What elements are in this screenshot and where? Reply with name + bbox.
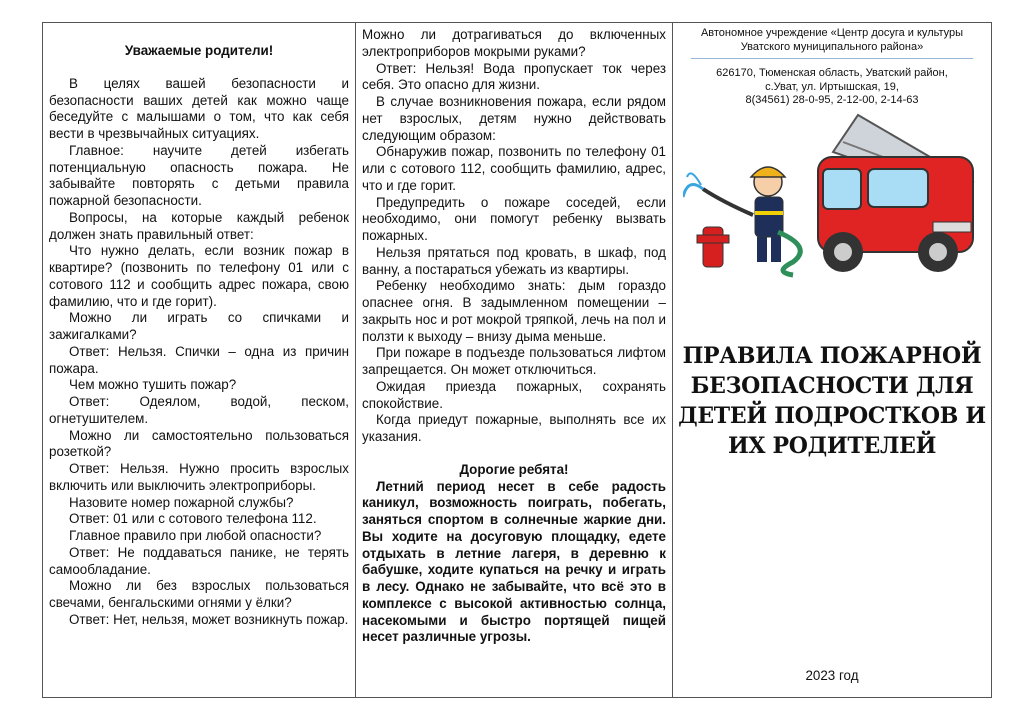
paragraph: Можно ли без взрослых пользоваться свечами, бенгальскими огнями у ёлки? [49,578,349,610]
paragraph: Можно ли играть со спичками и зажигалками? [49,310,349,342]
paragraph: Предупредить о пожаре соседей, если необходимо, они помогут ребенку вызвать пожарных. [362,194,666,243]
address [681,67,983,108]
fire-hydrant-icon [697,227,729,267]
brochure-title: ПРАВИЛА ПОЖАРНОЙ БЕЗОПАСНОСТИ ДЛЯ ДЕТЕЙ ПОДРОСТКОВ И ИХ РОДИТЕЛЕЙ [678,343,986,459]
address-line: с.Уват, ул. Иртышская, 19, [765,80,899,93]
paragraph: Ответ: Нельзя. Спички – одна из причин пожара. [49,343,349,376]
paragraph: Ребенку необходимо знать: дым гораздо опаснее огня. В задымленном помещении – закрыть нос и рот мокрой тряпкой, лечь на пол и ползти к выходу – внизу дыма меньше. [362,278,666,344]
left-column [43,23,356,697]
paragraph: Ответ: 01 или с сотового телефона 112. [69,511,317,527]
paragraph: В целях вашей безопасности и безопасности ваших детей как можно чаще беседуйте с малышами о том, что как себя вести в чрезвычайных ситуациях. [49,75,349,141]
paragraph: Ответ: Нет, нельзя, может возникнуть пожар. [69,611,349,627]
paragraph: Главное правило при любой опасности? [69,528,322,543]
org-line: Уватского муниципального района» [740,40,924,53]
paragraph: Нельзя прятаться под кровать, в шкаф, под ванну, а постараться убежать из квартиры. [362,244,666,277]
paragraph: Ответ: Нельзя! Вода пропускает ток через себя. Это опасно для жизни. [362,60,666,93]
summer-warning-text: Летний период несет в себе радость каникул, возможность поиграть, побегать, заняться спортом в солнечные жаркие дни. Вы ходите на досуговую площадку, едете отдыхать в летние лагеря, в деревню к бабушке, ходите купаться на речку и играть в лесу. Однако не забывайте, что всё это в комплексе с высокой активностью солнца, насекомыми и быстро портящей пищей несет различные угрозы. [362,478,666,645]
divider [691,58,973,59]
address-line: 626170, Тюменская область, Уватский район, [716,67,948,79]
org-line: Автономное учреждение «Центр досуга и культуры [700,27,964,39]
right-column [673,23,991,697]
middle-column [356,23,673,697]
paragraph: Что нужно делать, если возник пожар в квартире? (позвонить по телефону 01 или с сотового 112 и сообщить адрес пожара, свою фамилию, что и где горит). [49,243,349,309]
paragraph: Ответ: Не поддаваться панике, не терять самообладание. [49,544,349,577]
paragraph: Вопросы, на которые каждый ребенок должен знать правильный ответ: [49,209,349,242]
fire-truck-icon [818,157,973,272]
firefighter-truck-illustration [683,107,983,287]
paragraph: Можно ли дотрагиваться до включенных электроприборов мокрыми руками? [362,27,666,59]
brochure-frame [42,22,992,698]
phone-line: 8(34561) 28-0-95, 2-12-00, 2-14-63 [745,94,919,106]
paragraph: Можно ли самостоятельно пользоваться розеткой? [49,427,349,460]
paragraph: Когда приедут пожарные, выполнять все их указания. [362,412,666,444]
paragraph: Обнаружив пожар, позвонить по телефону 01 или с сотового 112, сообщить фамилию, адрес, что и где горит. [362,144,666,193]
paragraph: Чем можно тушить пожар? [69,377,237,393]
paragraph: Ожидая приезда пожарных, сохранять спокойствие. [362,378,666,411]
paragraph: При пожаре в подъезде пользоваться лифтом запрещается. Он может отключиться. [362,345,666,377]
paragraph: Назовите номер пожарной службы? [69,494,294,510]
kids-heading: Дорогие ребята! [459,461,569,477]
water-spray-icon [683,173,703,197]
year: 2023 год [805,668,859,683]
paragraph: В случае возникновения пожара, если рядом нет взрослых, детям нужно действовать следующим образом: [362,94,666,143]
paragraph: Главное: научите детей избегать потенциальную опасность пожара. Не забывайте повторять с детьми правила пожарной безопасности. [49,142,349,208]
paragraph: Ответ: Нельзя. Нужно просить взрослых включить или выключить электроприборы. [49,461,349,493]
parents-heading: Уважаемые родители! [124,43,274,58]
firefighter-kid-icon [751,167,785,262]
organization-name [681,27,983,54]
paragraph: Ответ: Одеялом, водой, песком, огнетушителем. [49,394,349,426]
